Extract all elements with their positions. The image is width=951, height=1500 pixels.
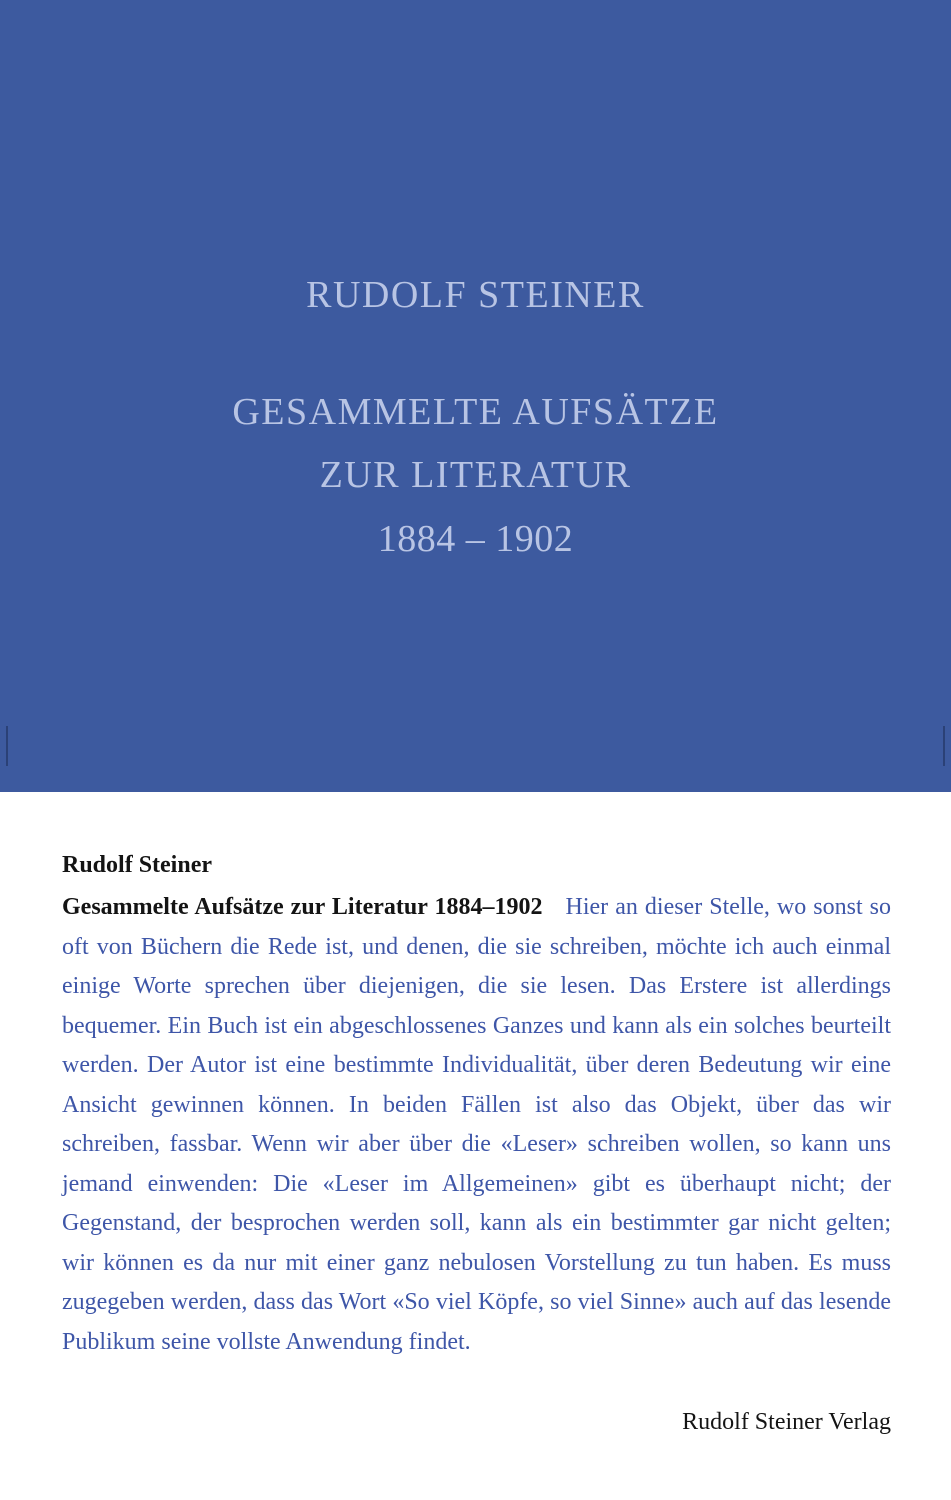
cover-years: 1884 – 1902 — [377, 518, 574, 560]
right-edge-mark — [943, 726, 945, 766]
blurb-paragraph — [62, 888, 891, 1362]
left-edge-mark — [6, 726, 8, 766]
back-author: Rudolf Steiner — [62, 852, 212, 878]
book-title: Gesammelte Aufsätze zur Literatur 1884–1902 — [62, 894, 543, 920]
cover-title-line-2: ZUR LITERATUR — [319, 454, 632, 496]
blurb-text: Hier an dieser Stelle, wo sonst so oft von Büchern die Rede ist, und denen, die sie schreiben, möchte ich auch einmal einige Worte sprechen über diejenigen, die sie lesen. Das Erstere ist allerdings bequemer. Ein Buch ist ein abgeschlossenes Ganzes und kann als ein solches beurteilt werden. Der Autor ist eine bestimmte Individualität, über deren Bedeutung wir eine Ansicht gewinnen können. In beiden Fällen ist also das Objekt, über das wir schreiben, fassbar. Wenn wir aber über die «Leser» schreiben wollen, so kann uns jemand einwenden: Die «Leser im Allgemeinen» gibt es überhaupt nicht; der Gegenstand, der besprochen werden soll, kann als ein bestimmter gar nicht gelten; wir können es da nur mit einer ganz nebulosen Vorstellung zu tun haben. Es muss zugegeben werden, dass das Wort «So viel Köpfe, so viel Sinne» auch auf das lesende Publikum seine vollste Anwendung findet. — [62, 894, 892, 1355]
cover-title-line-1: GESAMMELTE AUFSÄTZE — [232, 391, 719, 433]
publisher-name: Rudolf Steiner Verlag — [682, 1409, 891, 1435]
cover-author: RUDOLF STEINER — [306, 274, 645, 316]
